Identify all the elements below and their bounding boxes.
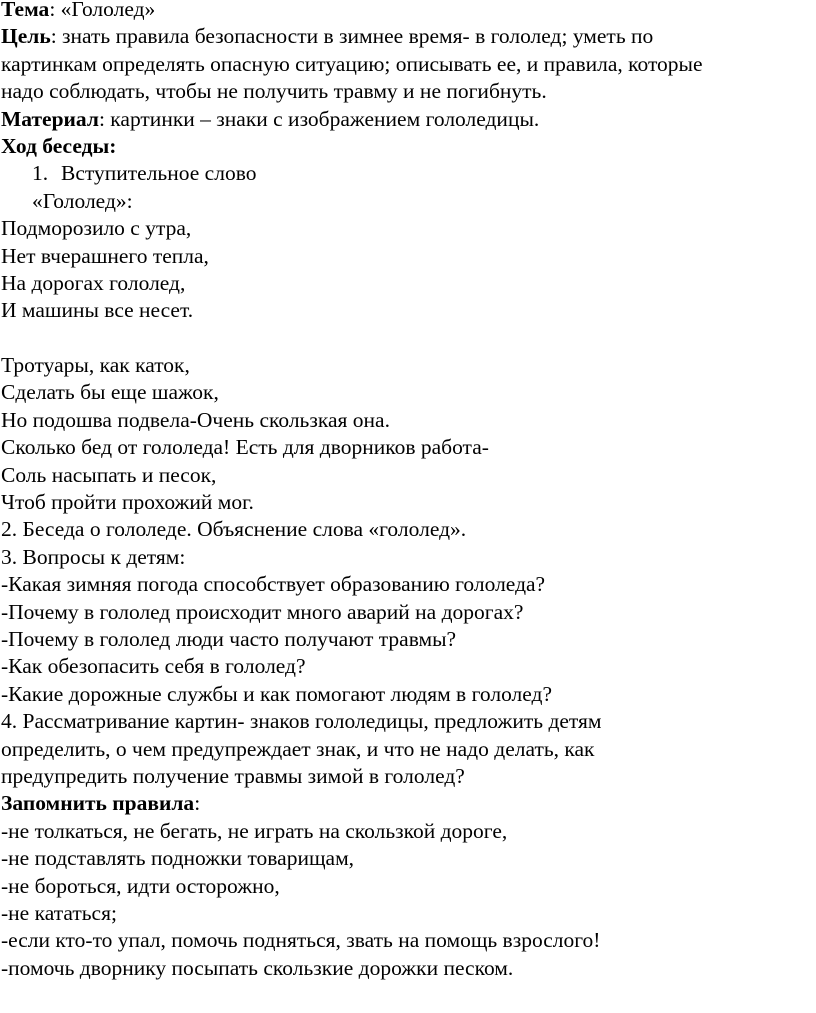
rules-heading: Запомнить правила <box>1 791 195 816</box>
section-1-number: 1. <box>32 161 49 186</box>
material-label: Материал <box>1 106 99 131</box>
section-4-line-3: предупредить получение травмы зимой в гололед? <box>1 763 465 788</box>
poem-line: Чтоб пройти прохожий мог. <box>1 490 254 515</box>
question-item: -Какая зимняя погода способствует образованию гололеда? <box>1 572 546 597</box>
poem-line: Сколько бед от гололеда! Есть для дворников работа- <box>1 435 489 460</box>
material-line <box>1 106 813 133</box>
poem-line: Нет вчерашнего тепла, <box>1 243 209 268</box>
rule-item: -не бороться, идти осторожно, <box>1 873 280 898</box>
poem-line: Соль насыпать и песок, <box>1 462 217 487</box>
goal-line-2: картинкам определять опасную ситуацию; описывать ее, и правила, которые <box>1 51 703 76</box>
topic-value: «Гололед» <box>60 0 156 21</box>
rule-item: -не толкаться, не бегать, не играть на скользкой дороге, <box>1 818 508 843</box>
topic-label: Тема <box>1 0 50 21</box>
goal-line-1 <box>1 23 813 50</box>
rule-item: -не кататься; <box>1 900 117 925</box>
topic-separator: : <box>49 0 61 21</box>
poem-line: И машины все несет. <box>1 298 194 323</box>
rules-heading-separator: : <box>194 791 201 816</box>
section-1-title-text: Вступительное слово <box>61 161 257 186</box>
question-item: -Какие дорожные службы и как помогают людям в гололед? <box>1 681 553 706</box>
topic-line <box>1 0 813 23</box>
rule-item: -помочь дворнику посыпать скользкие дорожки песком. <box>1 955 514 980</box>
rule-item: -не подставлять подножки товарищам, <box>1 846 355 871</box>
poem-line: Тротуары, как каток, <box>1 353 190 378</box>
poem-line: Но подошва подвела-Очень скользкая она. <box>1 407 390 432</box>
stanza-break <box>1 325 813 352</box>
section-1-title <box>1 160 813 187</box>
section-2-text: 2. Беседа о гололеде. Объяснение слова «гололед». <box>1 517 467 542</box>
rules-heading-line <box>1 790 813 817</box>
poem-line: Подморозило с утра, <box>1 216 192 241</box>
question-item: -Как обезопасить себя в гололед? <box>1 654 306 679</box>
question-item: -Почему в гололед люди часто получают травмы? <box>1 626 457 651</box>
section-4-line-1: 4. Рассматривание картин- знаков гололедицы, предложить детям <box>1 709 602 734</box>
goal-text-1: : знать правила безопасности в зимнее время- в гололед; уметь по <box>50 24 654 49</box>
section-3-title: 3. Вопросы к детям: <box>1 544 186 569</box>
goal-line-3: надо соблюдать, чтобы не получить травму и не погибнуть. <box>1 79 547 104</box>
question-item: -Почему в гололед происходит много аварий на дорогах? <box>1 599 524 624</box>
material-value: : картинки – знаки с изображением гололедицы. <box>98 106 540 131</box>
poem-line: На дорогах гололед, <box>1 270 186 295</box>
section-4-line-2: определить, о чем предупреждает знак, и что не надо делать, как <box>1 736 595 761</box>
poem-line: Сделать бы еще шажок, <box>1 380 219 405</box>
poem-title: «Гололед»: <box>32 188 133 213</box>
goal-label: Цель <box>1 24 51 49</box>
rule-item: -если кто-то упал, помочь подняться, звать на помощь взрослого! <box>1 928 601 953</box>
document-page <box>1 0 813 982</box>
course-heading: Ход беседы: <box>1 133 117 158</box>
